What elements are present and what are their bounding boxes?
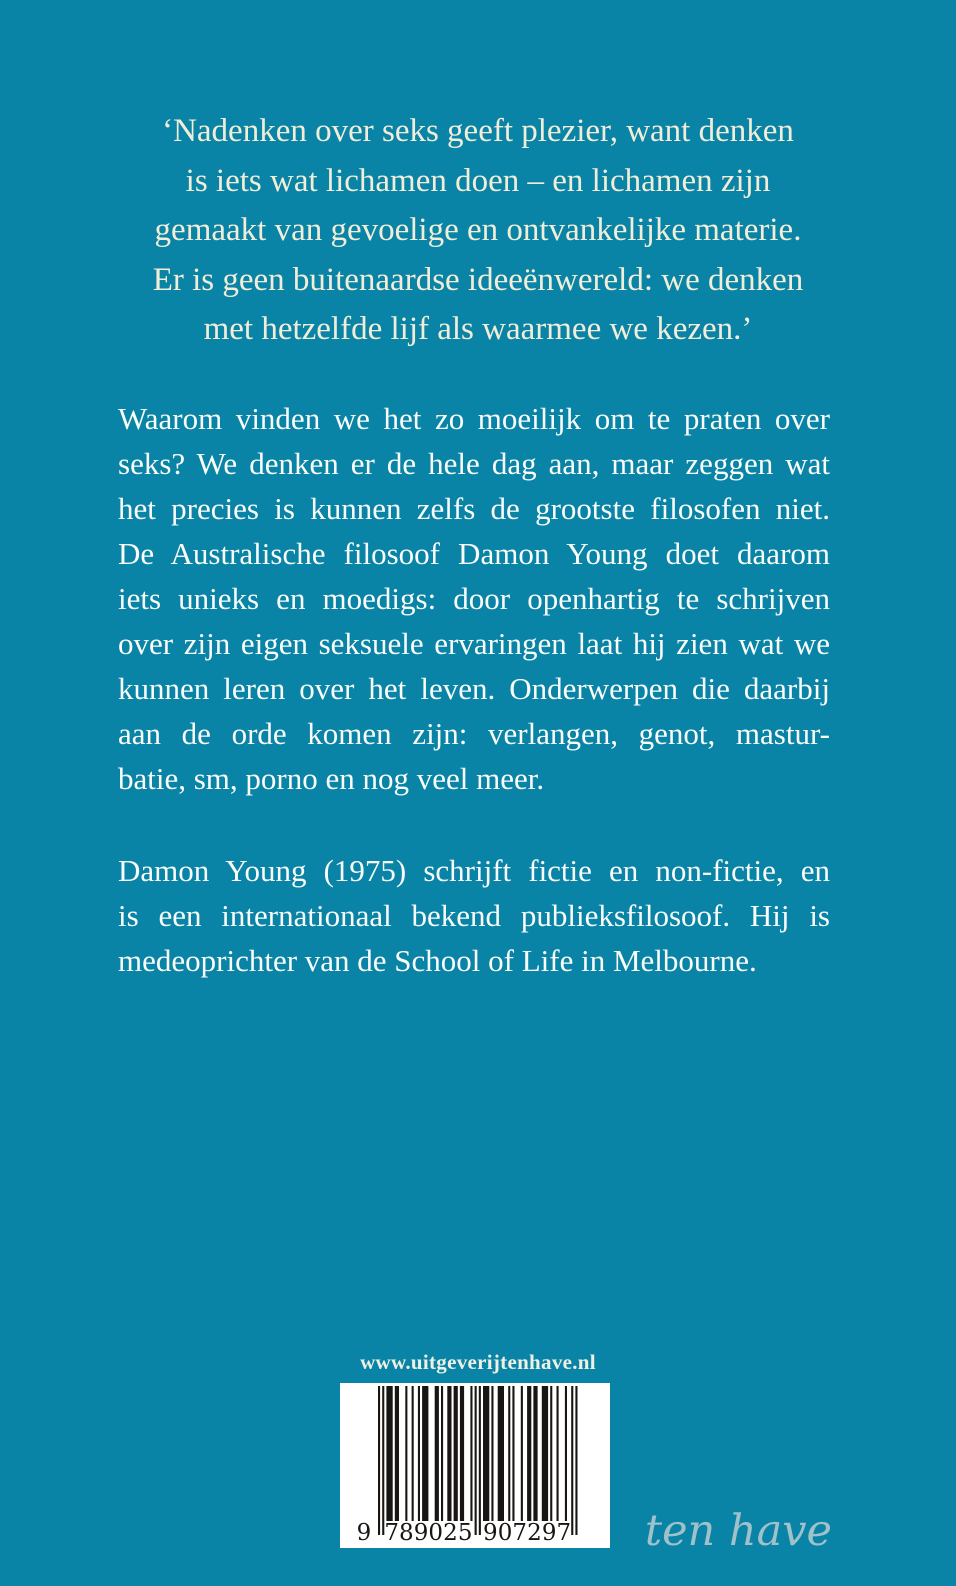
body-line: seks? We denken er de hele dag aan, maar zeggen wat xyxy=(118,446,830,481)
quote-line: met hetzelfde lijf als waarmee we kezen.’ xyxy=(203,311,753,347)
body-line: aan de orde komen zijn: verlangen, genot, mastur- xyxy=(118,716,830,751)
barcode-bar xyxy=(447,1386,451,1521)
isbn-digit: 7 xyxy=(556,1520,572,1546)
quote-line: ‘Nadenken over seks geeft plezier, want denken xyxy=(162,113,794,149)
body-line: is een internationaal bekend publieksfilosoof. Hij is xyxy=(118,898,830,933)
barcode-bar xyxy=(557,1386,559,1521)
isbn-digit: 0 xyxy=(497,1520,513,1546)
barcode-bar xyxy=(512,1386,514,1521)
barcode-bar xyxy=(550,1386,552,1521)
barcode-bar xyxy=(565,1386,567,1521)
quote-line: is iets wat lichamen doen – en lichamen zijn xyxy=(185,162,771,199)
isbn-digit: 5 xyxy=(457,1520,473,1546)
barcode-bar xyxy=(405,1386,407,1521)
body-line: medeoprichter van de School of Life in Melbourne. xyxy=(118,943,757,978)
body-line: Damon Young (1975) schrijft fictie en non-fictie, en xyxy=(118,853,830,888)
barcode-bar xyxy=(422,1386,428,1521)
barcode-bar xyxy=(491,1386,493,1521)
barcode-bar xyxy=(571,1386,573,1535)
body-line: De Australische filosoof Damon Young doet daarom xyxy=(118,536,830,571)
quote-line: gemaakt van gevoelige en ontvankelijke materie. xyxy=(154,212,802,248)
quote-block xyxy=(108,107,848,355)
body-line: het precies is kunnen zelfs de grootste filosofen niet. xyxy=(118,491,830,526)
barcode-bar xyxy=(378,1386,380,1535)
barcode-bar xyxy=(533,1386,537,1521)
body-line: batie, sm, porno en nog veel meer. xyxy=(118,761,545,796)
barcode-bar xyxy=(454,1386,458,1521)
isbn-digit: 9 xyxy=(356,1520,372,1546)
barcode-bar xyxy=(412,1386,414,1521)
isbn-digit: 9 xyxy=(483,1520,498,1546)
barcode-bar xyxy=(521,1386,523,1521)
barcode-bar xyxy=(508,1386,510,1521)
barcode-bar xyxy=(498,1386,504,1521)
barcode-bar xyxy=(475,1386,477,1535)
isbn-barcode xyxy=(340,1383,610,1548)
barcode-bar xyxy=(386,1386,392,1521)
barcode-bar xyxy=(527,1386,531,1521)
quote-line: Er is geen buitenaardse ideeënwereld: we denken xyxy=(152,261,804,298)
body-line: over zijn eigen seksuele ervaringen laat hij zien wat we xyxy=(118,626,830,661)
barcode-bar xyxy=(435,1386,439,1521)
isbn-digit: 7 xyxy=(512,1520,528,1546)
barcode-bar xyxy=(575,1386,577,1535)
isbn-digit: 8 xyxy=(399,1520,414,1546)
barcode-bar xyxy=(542,1386,548,1521)
barcode-bar xyxy=(418,1386,420,1521)
isbn-digit: 2 xyxy=(443,1520,458,1546)
website-url: www.uitgeverijtenhave.nl xyxy=(360,1350,596,1374)
description-paragraph xyxy=(118,396,830,801)
isbn-digit: 9 xyxy=(541,1520,557,1546)
body-line: Waarom vinden we het zo moeilijk om te praten over xyxy=(118,401,830,436)
body-line: kunnen leren over het leven. Onderwerpen die daarbij xyxy=(118,671,830,706)
barcode-bar xyxy=(382,1386,384,1535)
isbn-digit: 7 xyxy=(384,1520,399,1546)
barcode-bar xyxy=(483,1386,489,1521)
isbn-digit: 9 xyxy=(413,1520,429,1546)
barcode-svg xyxy=(340,1383,610,1548)
isbn-digit: 0 xyxy=(428,1520,444,1546)
publisher-logo: ten have xyxy=(644,1506,832,1556)
barcode-bar xyxy=(441,1386,443,1521)
isbn-digit: 2 xyxy=(527,1520,542,1546)
barcode-bar xyxy=(460,1386,464,1521)
barcode-bar xyxy=(470,1386,472,1521)
author-bio-paragraph xyxy=(118,848,830,983)
body-line: iets unieks en moedigs: door openhartig te schrijven xyxy=(118,581,830,616)
barcode-bar xyxy=(479,1386,481,1535)
barcode-bar xyxy=(395,1386,399,1521)
